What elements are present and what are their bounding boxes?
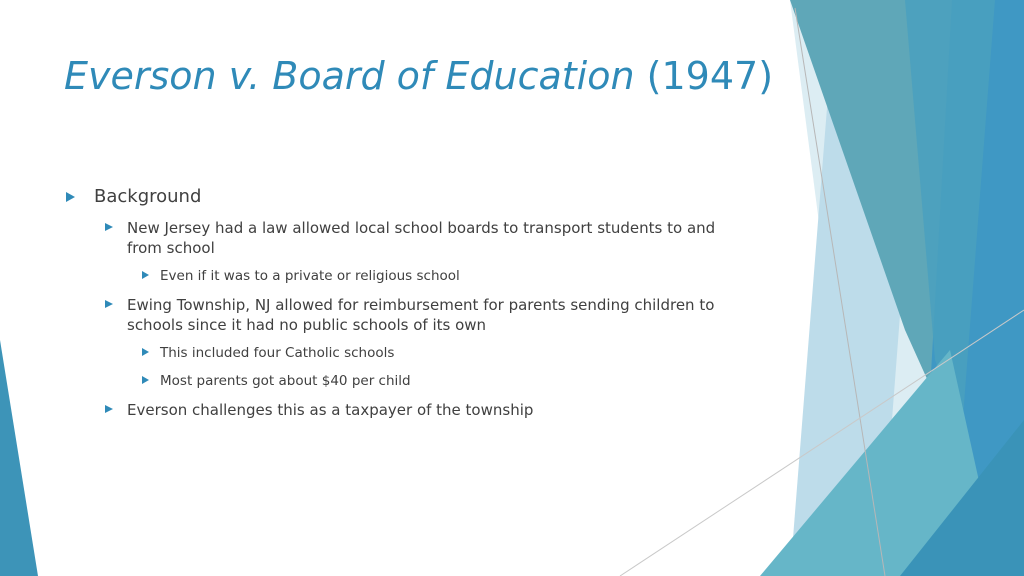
bullet-arrow-icon <box>105 223 113 231</box>
bullet-level3 <box>130 267 744 285</box>
bullet-text: Ewing Township, NJ allowed for reimbursement for parents sending children to schools since it had no public schools of its own <box>127 296 715 334</box>
bullet-arrow-icon <box>142 348 149 356</box>
bullet-text: Background <box>94 186 202 207</box>
bullet-level2 <box>97 400 744 420</box>
left-edge-shape <box>0 340 38 576</box>
title-case-name: Everson v. Board of Education <box>64 54 635 98</box>
bullet-text: Most parents got about $40 per child <box>160 373 411 389</box>
bullet-arrow-icon <box>105 300 113 308</box>
bullet-level3 <box>130 344 744 362</box>
bullet-text: New Jersey had a law allowed local school boards to transport students to and from school <box>127 219 716 257</box>
bullet-arrow-icon <box>105 405 113 413</box>
bullet-arrow-icon <box>142 271 149 279</box>
bullet-text: Even if it was to a private or religious school <box>160 268 460 284</box>
bullet-level1 <box>64 186 744 208</box>
bullet-text: Everson challenges this as a taxpayer of the township <box>127 401 534 419</box>
bullet-level2 <box>97 295 744 335</box>
slide-title <box>64 54 773 98</box>
title-year: (1947) <box>646 54 774 98</box>
bullet-arrow-icon <box>66 192 75 202</box>
bullet-list <box>64 186 744 429</box>
bullet-text: This included four Catholic schools <box>160 345 395 361</box>
bullet-level3 <box>130 372 744 390</box>
bullet-level2 <box>97 218 744 258</box>
bullet-arrow-icon <box>142 376 149 384</box>
